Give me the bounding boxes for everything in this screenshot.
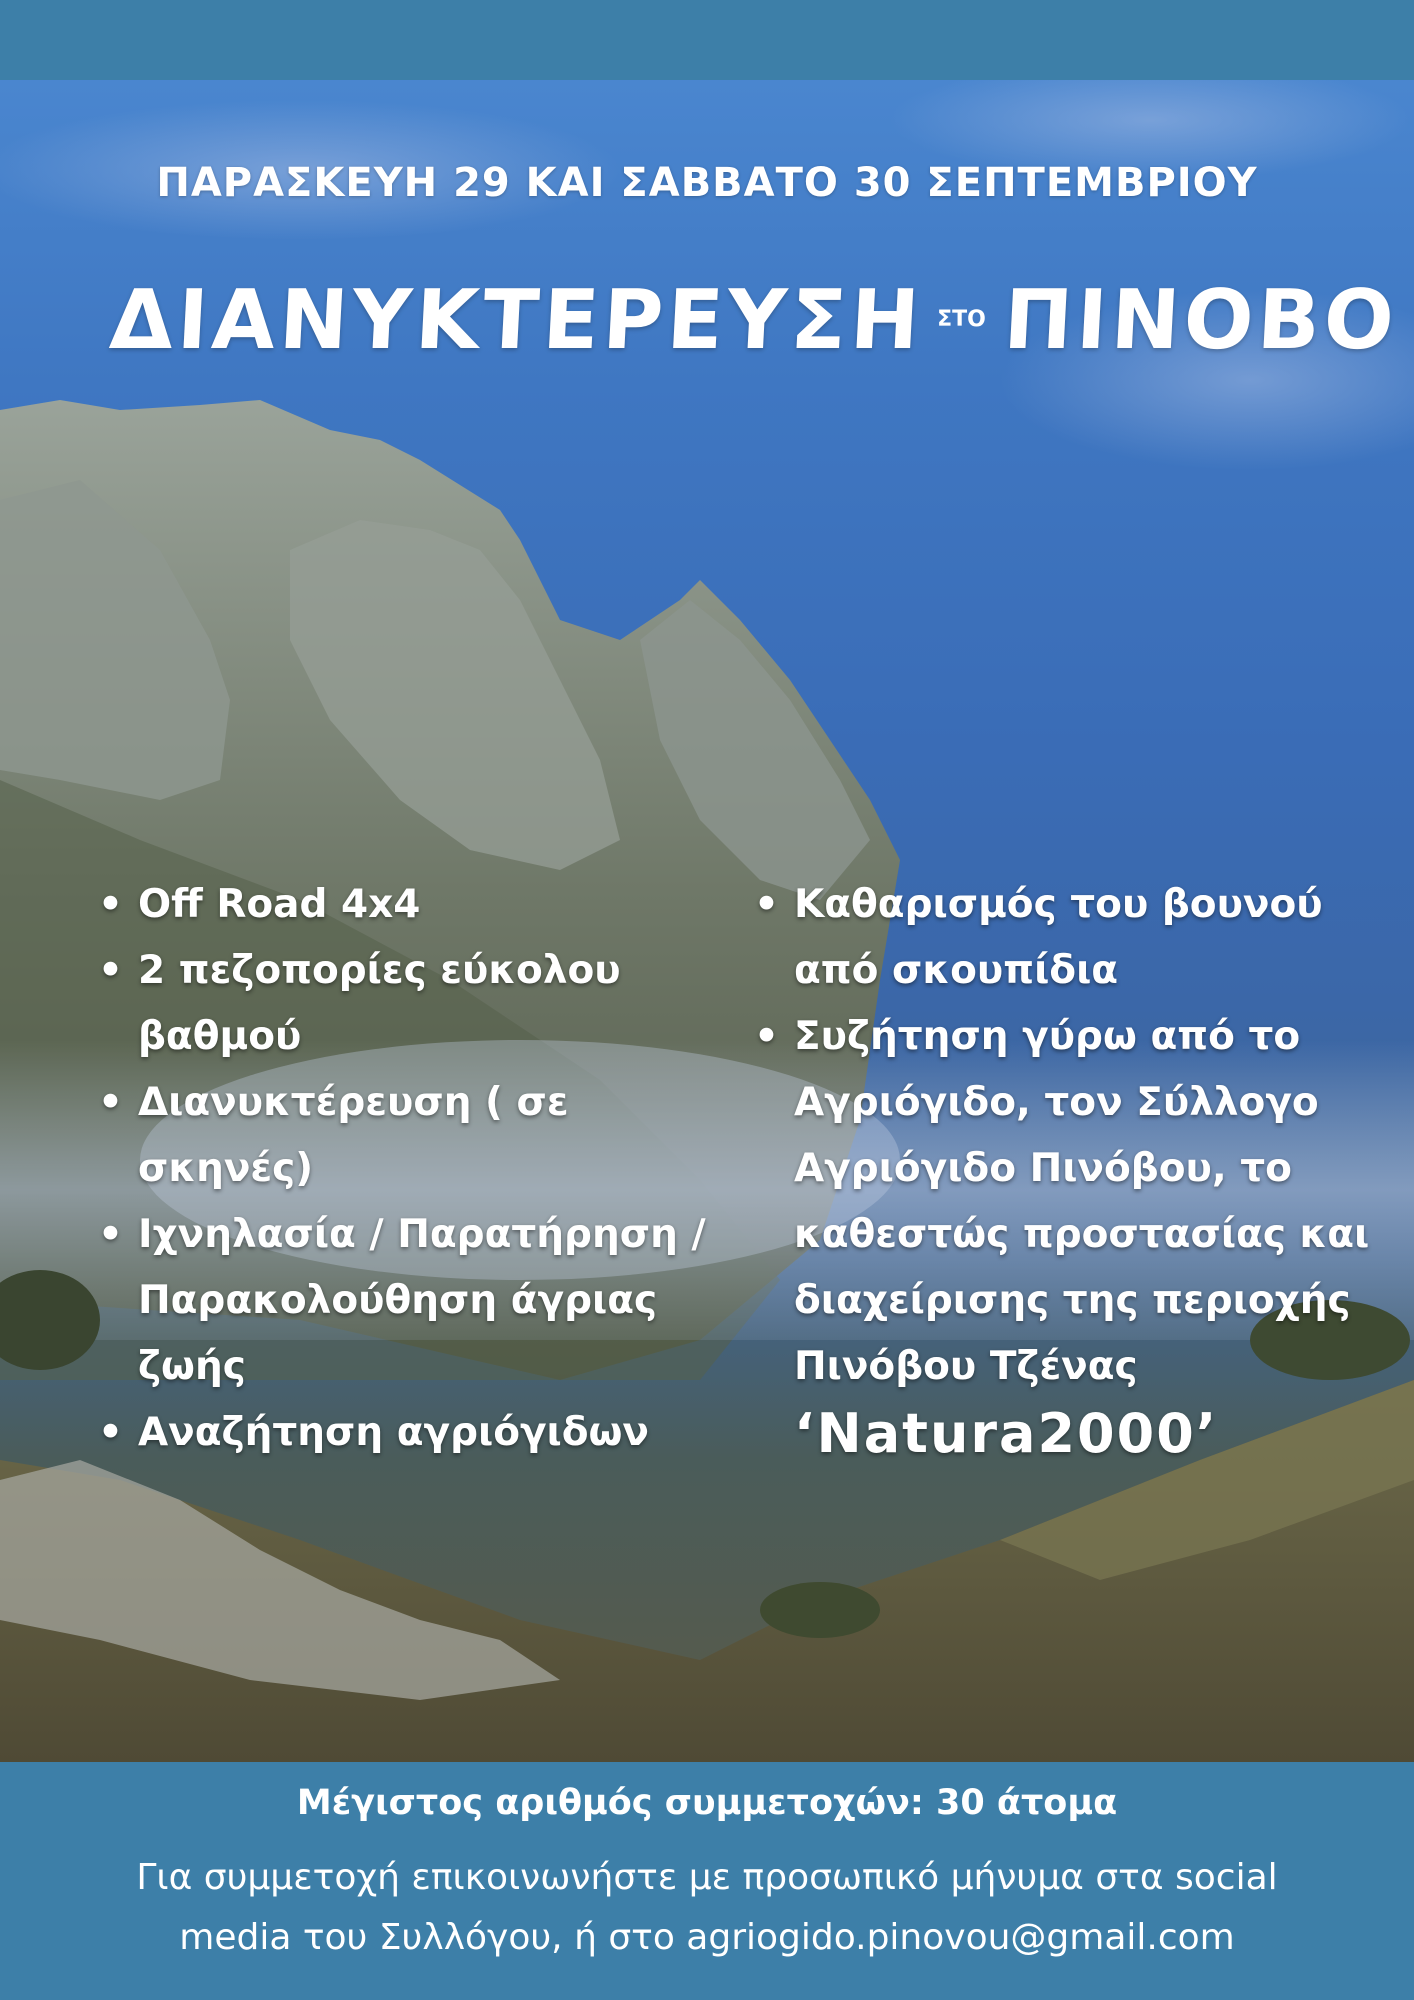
natura-label: ‘Natura2000’: [794, 1402, 1219, 1465]
title-connector: [937, 309, 986, 331]
list-item: [92, 872, 732, 938]
bullet-icon: •: [754, 1014, 779, 1059]
title-part-1: ΔΙΑΝΥΚΤΕΡΕΥΣΗ: [107, 272, 926, 368]
max-participants: Μέγιστος αριθμός συμμετοχών: 30 άτομα: [296, 1783, 1118, 1823]
list-item: [748, 1004, 1398, 1400]
activities-list-right: [748, 872, 1398, 1400]
list-item: [92, 1202, 732, 1400]
event-dates: ΠΑΡΑΣΚΕΥΗ 29 ΚΑΙ ΣΑΒΒΑΤΟ 30 ΣΕΠΤΕΜΒΡΙΟΥ: [156, 160, 1258, 206]
title-part-2: ΠΙΝΟΒΟ: [1001, 272, 1400, 368]
list-item-text: Συζήτηση γύρω από το Αγριόγιδο, τον Σύλλογο Αγριόγιδο Πινόβου, το καθεστώς προστασίας και διαχείρισης της περιοχής Πινόβου Τζένας: [794, 1014, 1370, 1389]
bullet-icon: •: [754, 882, 779, 927]
poster-title: [107, 265, 1400, 375]
list-item: [748, 872, 1398, 1004]
list-item: [92, 1070, 732, 1202]
contact-line-2: media του Συλλόγου, ή στο agriogido.pinovou@gmail.com: [179, 1917, 1235, 1958]
list-item-text: Αναζήτηση αγριόγιδων: [138, 1410, 649, 1455]
top-frame-bar: [0, 0, 1414, 80]
bullet-icon: •: [98, 948, 123, 993]
bullet-icon: •: [98, 1212, 123, 1257]
list-item-text: 2 πεζοπορίες εύκολου βαθμού: [138, 948, 621, 1059]
list-item: [92, 938, 732, 1070]
list-item-text: Καθαρισμός του βουνού από σκουπίδια: [794, 882, 1323, 993]
list-item: [92, 1400, 732, 1466]
title-connector-text: ΣΤΟ: [937, 307, 986, 332]
bullet-icon: •: [98, 882, 123, 927]
contact-line-1: Για συμμετοχή επικοινωνήστε με προσωπικό μήνυμα στα social: [136, 1857, 1278, 1898]
list-item-text: Off Road 4x4: [138, 882, 421, 927]
bullet-icon: •: [98, 1080, 123, 1125]
contact-info: [80, 1848, 1334, 1968]
list-item-text: Ιχνηλασία / Παρατήρηση / Παρακολούθηση άγριας ζωής: [138, 1212, 706, 1389]
activities-list-left: [92, 872, 732, 1466]
bullet-icon: •: [98, 1410, 123, 1455]
list-item-text: Διανυκτέρευση ( σε σκηνές): [138, 1080, 569, 1191]
shrub: [760, 1582, 880, 1638]
